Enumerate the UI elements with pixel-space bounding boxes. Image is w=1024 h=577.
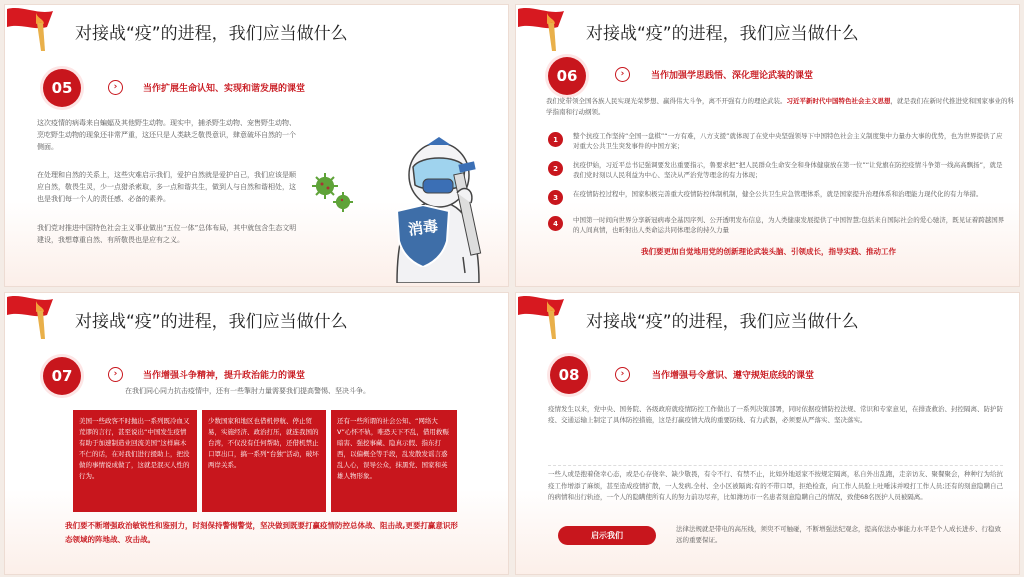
slide-05[interactable] [4, 4, 509, 287]
item-text: 抗疫伊始，习近平总书记强调要发出重要指示，鲁要求把“把人民群众生命安全和身体健康放在第一位”“让党旗在防控疫情斗争第一线高高飘扬”，就是我们党时刻以人民利益为中心、坚决从严治党等理念的有力体现； [573, 161, 1003, 179]
divider [548, 465, 1003, 466]
torch-flag-icon [7, 293, 67, 345]
item-text: 在疫情防控过程中，国家积极完善重大疫情防控体制机制，健全公共卫生应急管理体系，就是国家提升治理体系和治理能力现代化的有力举措。 [573, 190, 983, 198]
chevron-right-icon: › [615, 67, 630, 82]
red-card-3: 还有一些所谓的社会公知、“网络大V”心怀不轨，唯恐天下不乱，借用救赈暗害、强挖事藏、隐真示假、指东打西，以偏概全等手段，乱发散发谣言惑乱人心，误导公众，抹黑党、国家和英雄人物形象。 [331, 410, 457, 512]
insight-button[interactable]: 启示我们 [558, 526, 656, 545]
intro-text [546, 96, 1014, 118]
paragraph-3: 我们党对推进中国特色社会主义事业做出“五位一体”总体布局，其中就包含生态文明建设，我想尊重自然、有所敬畏也是应有之义。 [37, 224, 297, 244]
item-number: 3 [548, 190, 563, 205]
section-subtitle: 当作加强学思践悟、深化理论武装的课堂 [651, 71, 814, 81]
list-item [548, 189, 1008, 205]
virus-icon [307, 170, 357, 214]
section-number: 07 [43, 357, 81, 395]
torch-flag-icon [518, 293, 578, 345]
item-text: 中国第一时间向世界分享新冠病毒全基因序列、公开透明发布信息，为人类健康发展提供了中国智慧;包括来自国际社会的爱心驰济，既见证着跨越国界的人间真情，也昕射出人类命运共同体理念的持久力量 [573, 216, 1005, 234]
slide-07[interactable] [4, 292, 509, 575]
item-text: 整个抗疫工作坚持“全国一盘棋”“一方有难，八方支援”就体现了在党中央坚强领导下中国特色社会主义制度集中力量办大事的优势，也为世界提供了应对重大公共卫生突发事件的中国方案； [573, 132, 1003, 150]
chevron-right-icon: › [615, 367, 630, 382]
item-number: 4 [548, 216, 563, 231]
intro-tail: ，就是我们在新时代推进党和国家事业的科学指南和行动纲领。 [546, 97, 1014, 116]
page-title: 对接战“疫”的进程，我们应当做什么 [586, 312, 859, 332]
red-card-1: 美国一些政客不时抛出一系列既冷血又荒谬的言行，甚至说出“中国发生疫情有助于加速制造业回流美国”这样麻木不仁的话，在对我们进行援助上，把没做的事情说成做了，这就是泯灭人性的行为。 [73, 410, 197, 512]
chevron-right-icon: › [108, 80, 123, 95]
page-title: 对接战“疫”的进程，我们应当做什么 [75, 312, 348, 332]
paragraph-1: 疫情发生以来，党中央、国务院、各级政府就疫情防控工作做出了一系列决策部署，同时依据疫情防控法规、常识和专家意见，在排查救治、封控隔离、防护防疫、交通运输上制定了具体防控措施，这是打赢疫情大战的重要防线、有力武器，必须要从严落实、坚决落实。 [548, 405, 1003, 424]
list-item [548, 160, 1008, 180]
page-title: 对接战“疫”的进程，我们应当做什么 [586, 24, 859, 44]
list-item [548, 215, 1008, 235]
paragraph-2: 一些人或是抱着侥幸心态，或是心存侥幸、缺少敬畏，有令不行、有禁不止，比如外地返家不按规定隔离，私自外出乱跑，走亲访友、聚餐聚会，种种行为给抗疫工作增添了麻烦，甚至造成疫情扩散，一人发病,全村、全小区被隔离;有的不带口罩，拒绝检查，向工作人员脸上吐唾沫并殴打工作人员;还有的刻意隐瞒自己的病情和出行轨迹，一个人的隐瞒使所有人的努力前功尽弃，比如潍坊市一名患者刻意隐瞒自己的情况，致使68名医护人员被隔离。 [548, 470, 1003, 501]
section-number: 05 [43, 69, 81, 107]
page-title: 对接战“疫”的进程，我们应当做什么 [75, 24, 348, 44]
section-subtitle: 当作增强号令意识、遵守规矩底线的课堂 [652, 371, 815, 381]
paragraph-1: 这次疫情的病毒来自蝙蝠及其他野生动物。现实中，捕杀野生动物、宠售野生动物、烹吃野生动物的现象还非常严重，这还只是人类缺乏敬畏意识，肆意破坏自然的一个侧面。 [37, 119, 296, 151]
lesson-text: 法律法规就是带电的高压线，须臾不可触碰，不断增强法纪观念，提高依法办事能力水平是个人成长进步、行稳致远的重要保证。 [676, 525, 1001, 544]
item-number: 2 [548, 161, 563, 176]
slide-08[interactable] [515, 292, 1020, 575]
section-subtitle: 当作增强斗争精神，提升政治能力的课堂 [143, 371, 306, 381]
item-number: 1 [548, 132, 563, 147]
shield-text: 消毒 [406, 216, 440, 239]
section-subtitle: 当作扩展生命认知、实现和谐发展的课堂 [143, 84, 306, 94]
torch-flag-icon [518, 5, 578, 57]
closing-statement: 我们要更加自觉地用党的创新理论武装头脑、引领成长，指导实践、推动工作 [641, 247, 896, 256]
intro-plain: 我们党带领全国各族人民实现光荣梦想、赢得伟大斗争，离不开强有力的理论武装。 [546, 97, 787, 105]
slide-06[interactable] [515, 4, 1020, 287]
intro-highlight: 习近平新时代中国特色社会主义思想 [786, 97, 891, 105]
lead-text: 在我们同心同力抗击疫情中，还有一些掣肘力量需要我们提高警惕、坚决斗争。 [125, 387, 370, 395]
section-number: 08 [550, 356, 588, 394]
paragraph-2: 在处理和自然的关系上，这些灾难启示我们，爱护自然就是爱护自己，我们应该是顺应自然，敬畏生灵，少一点猎杀索取，多一点和谐共生，做到人与自然和谐相处，这也是我们每一个人的责任感、必备的素养。 [37, 171, 296, 203]
red-card-2: 少数国家和地区也借机停航、停止贸易，实施经济、政治打压，就连我国的台湾，不仅没有任何帮助，还借机禁止口罩出口，搞一系列“台独”活动，破坏两岸关系。 [202, 410, 326, 512]
torch-flag-icon [7, 5, 67, 57]
list-item [548, 131, 1008, 151]
chevron-right-icon: › [108, 367, 123, 382]
section-number: 06 [548, 57, 586, 95]
closing-statement: 我们要不断增强政治敏锐性和鉴别力，时刻保持警惕警觉，坚决做到既要打赢疫情防控总体战、阻击战,更要打赢意识形态领域的阵地战、攻击战。 [65, 521, 458, 544]
